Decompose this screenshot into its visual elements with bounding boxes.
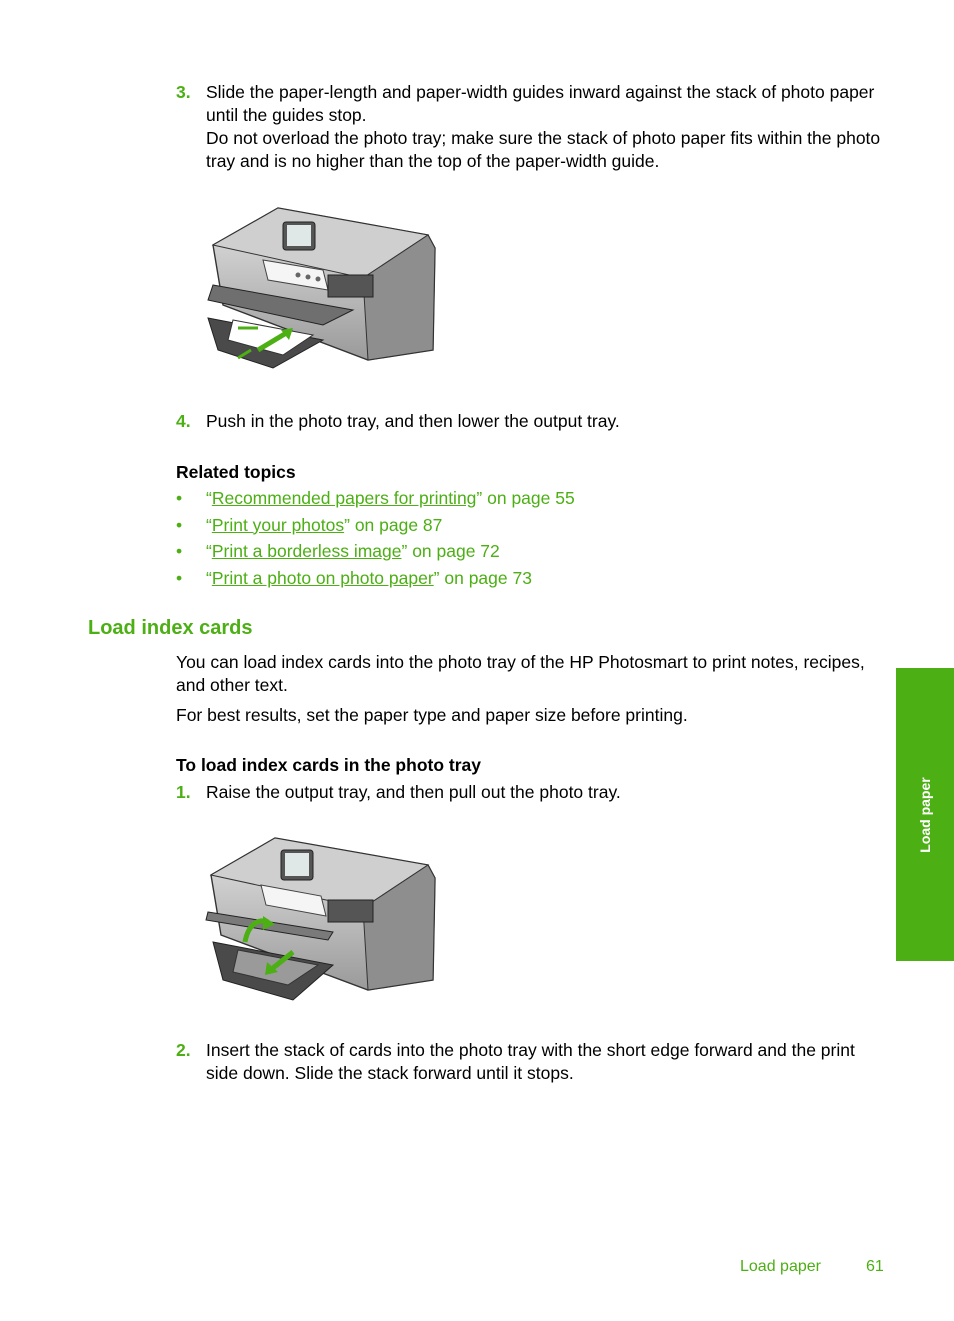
topic-link-print-photos[interactable]: Print your photos bbox=[211, 514, 345, 535]
bullet: • bbox=[176, 488, 183, 508]
section-intro: You can load index cards into the photo tray of the HP Photosmart to print notes, recipes, and other text. bbox=[176, 652, 865, 695]
printer-illustration bbox=[203, 830, 443, 1005]
topic-link-photo-paper[interactable]: Print a photo on photo paper bbox=[211, 568, 434, 589]
footer-page-number: 61 bbox=[866, 1258, 884, 1275]
chapter-side-tab-label: Load paper bbox=[917, 776, 933, 853]
list-item: • “Print a borderless image” on page 72 bbox=[176, 541, 500, 562]
step-number: 2. bbox=[176, 1040, 191, 1060]
index-step-1 bbox=[176, 781, 891, 804]
printer-illustration bbox=[203, 200, 443, 375]
bullet: • bbox=[176, 541, 183, 562]
step-text: Insert the stack of cards into the photo tray with the short edge forward and the print side down. Slide the stack forward until it stops. bbox=[206, 1040, 855, 1083]
list-item: • “Print a photo on photo paper” on page 73 bbox=[176, 568, 532, 589]
related-topics-list bbox=[176, 487, 575, 594]
topic-link-recommended-papers[interactable]: Recommended papers for printing bbox=[211, 488, 477, 508]
footer-chapter-label: Load paper bbox=[740, 1258, 821, 1275]
list-item: • “Recommended papers for printing” on page 55 bbox=[176, 488, 575, 508]
step-number: 4. bbox=[176, 411, 191, 431]
step-number: 1. bbox=[176, 782, 191, 802]
chapter-side-tab bbox=[896, 668, 954, 961]
procedure-title: To load index cards in the photo tray bbox=[176, 755, 481, 775]
section-tip: For best results, set the paper type and paper size before printing. bbox=[176, 705, 688, 725]
step-text: Raise the output tray, and then pull out the photo tray. bbox=[206, 782, 621, 802]
step-text: Push in the photo tray, and then lower the output tray. bbox=[206, 411, 620, 431]
list-item: • “Print your photos” on page 87 bbox=[176, 514, 443, 535]
bullet: • bbox=[176, 568, 183, 589]
bullet: • bbox=[176, 514, 183, 535]
related-topics-title: Related topics bbox=[176, 462, 296, 482]
index-step-2 bbox=[176, 1039, 891, 1085]
topic-link-borderless-image[interactable]: Print a borderless image bbox=[211, 541, 402, 562]
step-number: 3. bbox=[176, 82, 191, 102]
step-3 bbox=[176, 81, 891, 173]
step-4 bbox=[176, 410, 891, 433]
section-title: Load index cards bbox=[88, 617, 253, 639]
step-text: Slide the paper-length and paper-width guides inward against the stack of photo paper until the guides stop. bbox=[206, 82, 875, 125]
step-note: Do not overload the photo tray; make sure the stack of photo paper fits within the photo tray and is no higher than the top of the paper-width guide. bbox=[206, 128, 881, 171]
